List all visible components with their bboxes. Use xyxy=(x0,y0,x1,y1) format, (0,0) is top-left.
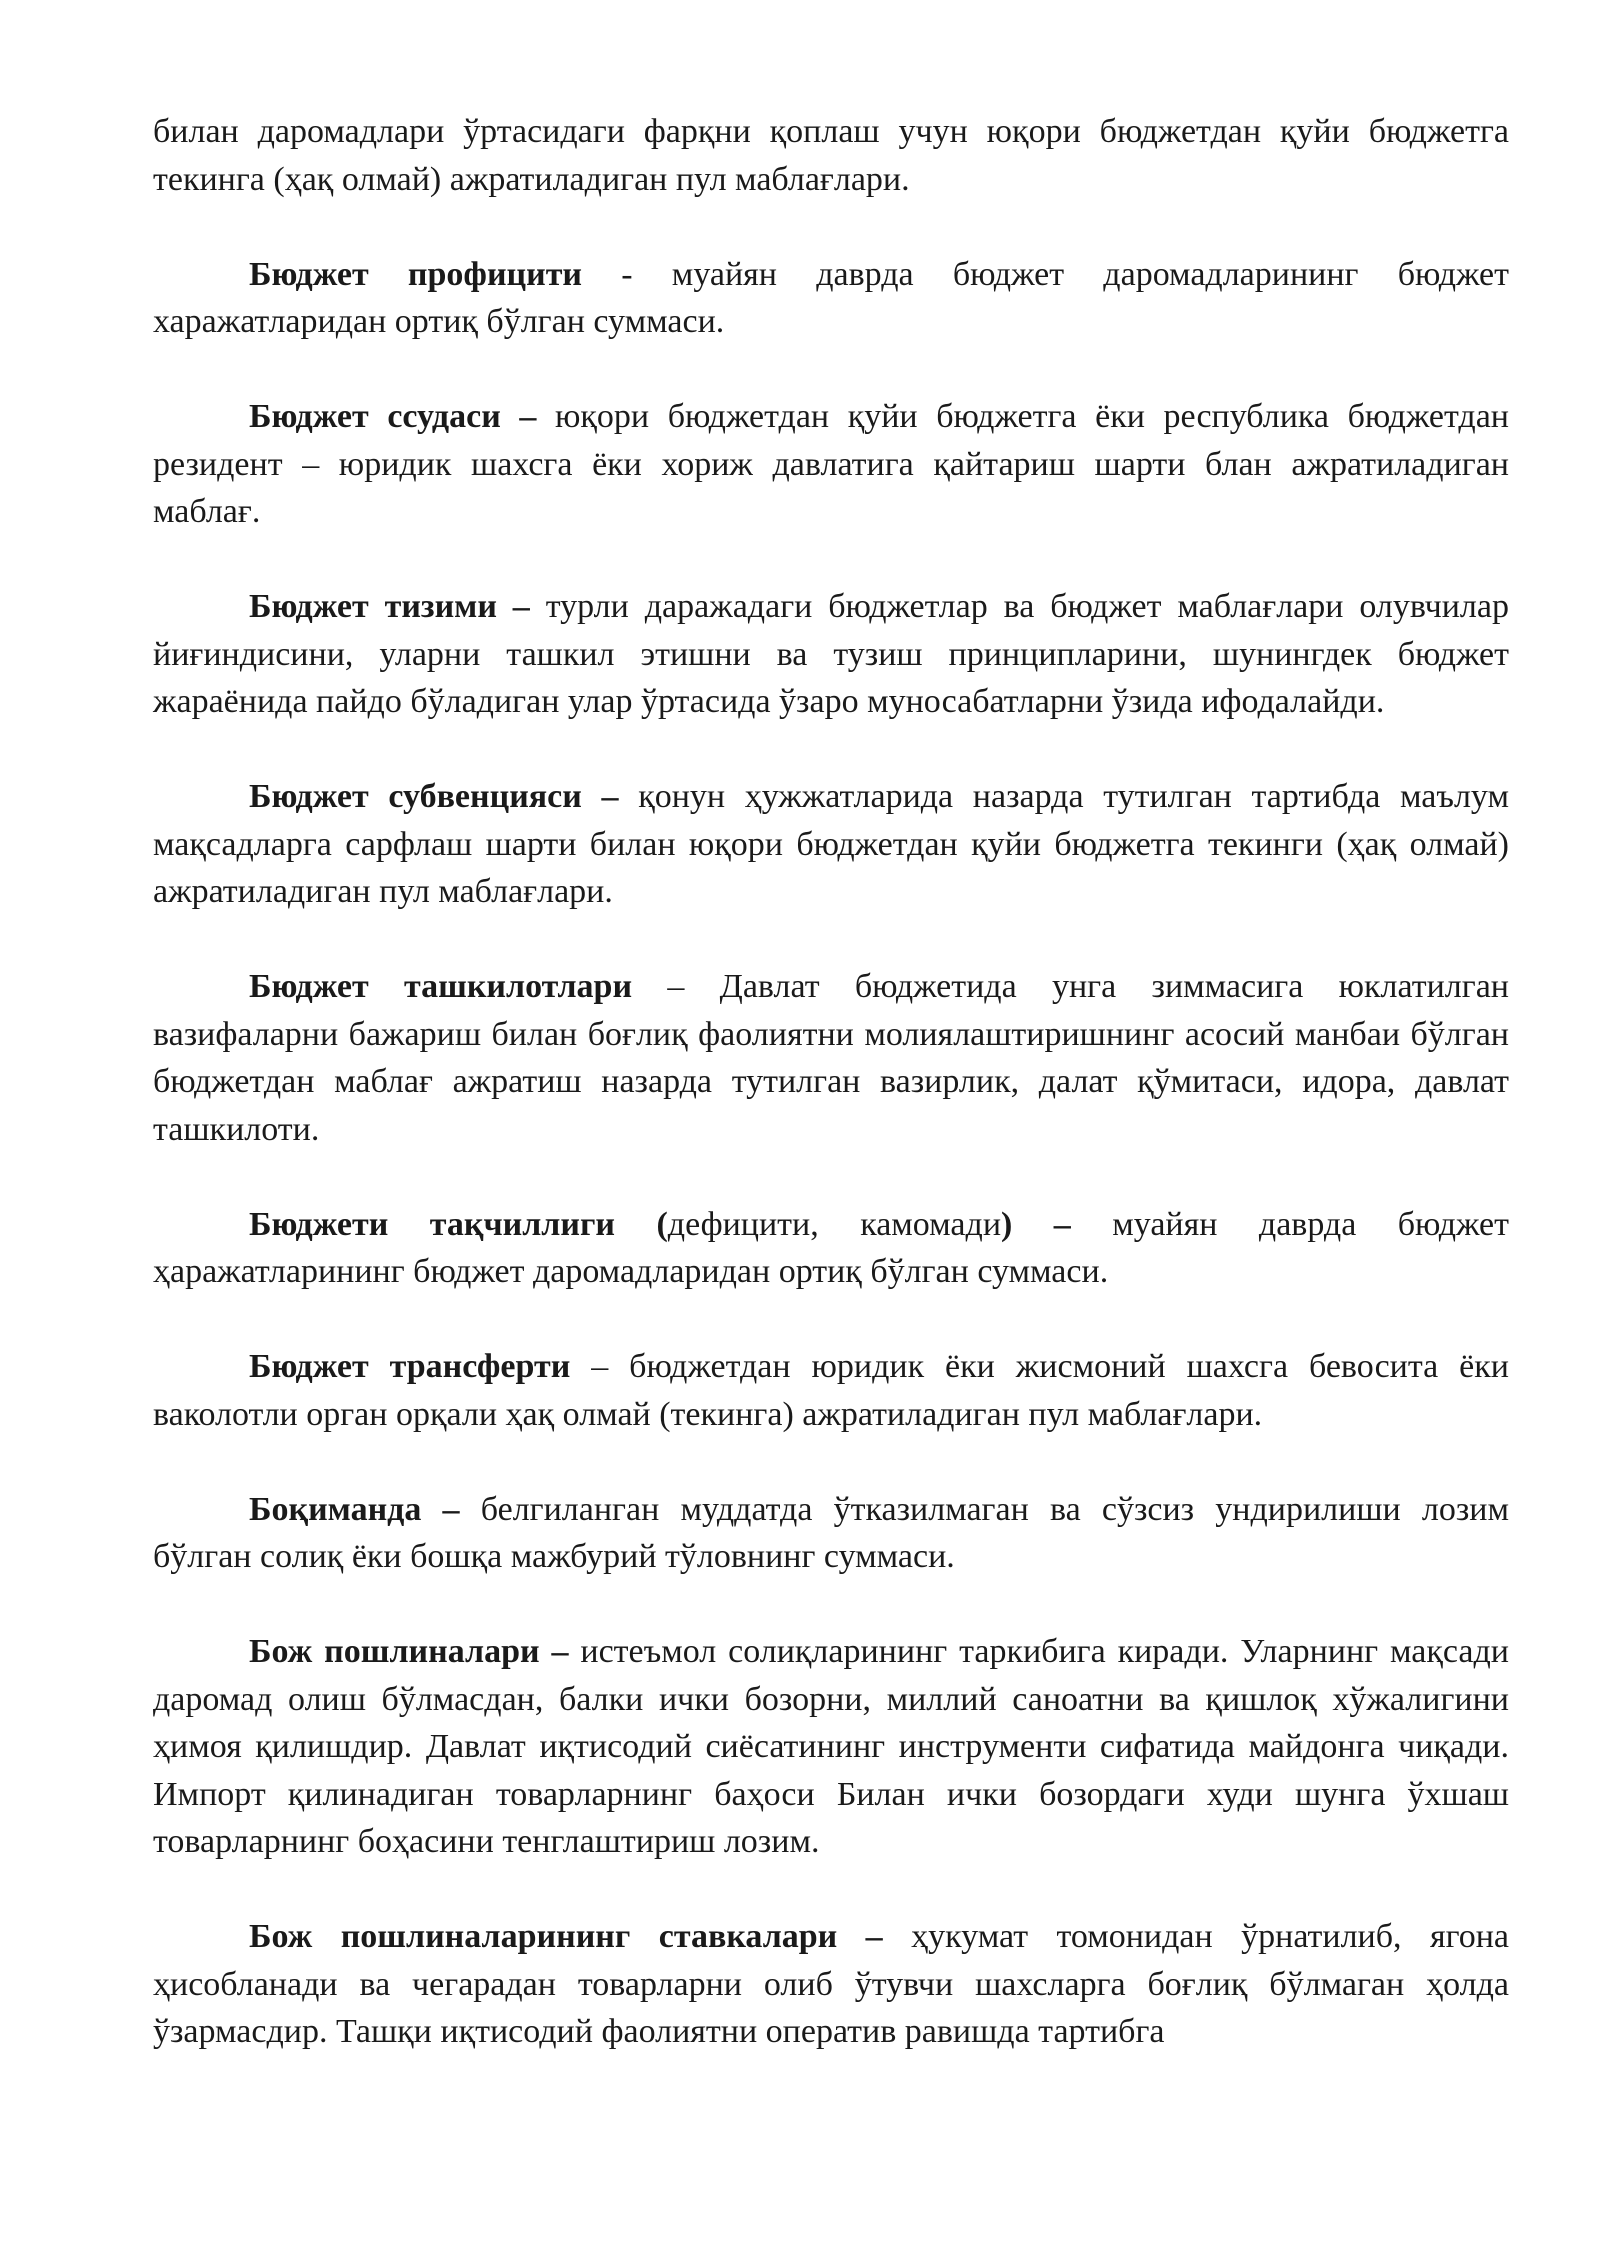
entry-definition: - муайян даврда бюджет даромадларининг бюджет харажатларидан ортиқ бўлган суммаси. xyxy=(153,255,1509,340)
glossary-entry-customs-duty-rates xyxy=(153,1913,1509,2056)
glossary-entry-customs-duties xyxy=(153,1628,1509,1866)
glossary-entry-budget-loan xyxy=(153,393,1509,536)
entry-term: Бюджет трансферти xyxy=(249,1348,571,1385)
entry-term: Бюджет субвенцияси – xyxy=(249,778,619,815)
glossary-entry-budget-subvention xyxy=(153,773,1509,916)
entry-definition: ҳукумат томонидан ўрнатилиб, ягона ҳисобланади ва чегарадан товарларни олиб ўтувчи шахсларга боғлиқ бўлмаган ҳолда ўзармасдир. Ташқи иқтисодий фаолиятни оператив равишда тартибга xyxy=(153,1918,1509,2050)
entry-term: Бюджет ташкилотлари xyxy=(249,968,633,1005)
entry-term: Бюджет ссудаси – xyxy=(249,398,537,435)
entry-definition: муайян даврда бюджет ҳаражатларининг бюджет даромадларидан ортиқ бўлган суммаси. xyxy=(153,1205,1509,1290)
entry-term-closing: ) – xyxy=(1001,1205,1071,1243)
entry-definition: қонун ҳужжатларида назарда тутилган тартибда маълум мақсадларга сарфлаш шарти билан юқори бюджетдан қуйи бюджетга текинги (ҳақ олмай) ажратиладиган пул маблағлари. xyxy=(153,778,1509,910)
glossary-entry-budget-transfer xyxy=(153,1343,1509,1438)
glossary-entry-budget-system xyxy=(153,583,1509,726)
entry-definition: белгиланган муддатда ўтказилмаган ва сўзсиз ундирилиши лозим бўлган солиқ ёки бошқа мажбурий тўловнинг суммаси. xyxy=(153,1490,1509,1575)
glossary-entry-budget-deficit xyxy=(153,1201,1509,1296)
glossary-entry-arrears xyxy=(153,1486,1509,1581)
glossary-entry-budget-surplus xyxy=(153,251,1509,346)
entry-term: Бюджет профицити xyxy=(249,255,583,293)
entry-term-synonyms: дефицити, камомади xyxy=(667,1205,1002,1243)
entry-definition: истеъмол солиқларининг таркибига киради. Уларнинг мақсади даромад олиш бўлмасдан, балки ички бозорни, миллий саноатни ва қишлоқ хўжалигини ҳимоя қилишдир. Давлат иқтисодий сиёсатининг инструменти сифатида майдонга чиқади. Импорт қилинадиган товарларнинг баҳоси Билан ички бозордаги худи шунга ўхшаш товарларнинг боҳасини тенглаштириш лозим. xyxy=(153,1633,1509,1860)
glossary-entry-budget-organizations xyxy=(153,963,1509,1153)
entry-definition: турли даражадаги бюджетлар ва бюджет маблағлари олувчилар йиғиндисини, уларни ташкил этишни ва тузиш принципларини, шунингдек бюджет жараёнида пайдо бўладиган улар ўртасида ўзаро муносабатларни ўзида ифодалайди. xyxy=(153,588,1509,720)
document-page xyxy=(153,108,1509,2103)
paragraph-text: билан даромадлари ўртасидаги фарқни қоплаш учун юқори бюджетдан қуйи бюджетга текинга (ҳақ олмай) ажратиладиган пул маблағлари. xyxy=(153,113,1509,198)
entry-definition: юқори бюджетдан қуйи бюджетга ёки республика бюджетдан резидент – юридик шахсга ёки хориж давлатига қайтариш шарти блан ажратиладиган маблағ. xyxy=(153,398,1509,530)
entry-term: Боқиманда – xyxy=(249,1490,460,1528)
entry-definition: – бюджетдан юридик ёки жисмоний шахсга бевосита ёки ваколотли орган орқали ҳақ олмай (текинга) ажратиладиган пул маблағлари. xyxy=(153,1348,1509,1433)
entry-term: Бюджет тизими – xyxy=(249,588,530,625)
entry-term: Бож пошлиналарининг ставкалари – xyxy=(249,1918,883,1955)
paragraph-continuation xyxy=(153,108,1509,203)
entry-term: Бож пошлиналари – xyxy=(249,1633,569,1670)
entry-definition: – Давлат бюджетида унга зиммасига юклатилган вазифаларни бажариш билан боғлиқ фаолиятни молиялаштиришнинг асосий манбаи бўлган бюджетдан маблағ ажратиш назарда тутилган вазирлик, далат қўмитаси, идора, давлат ташкилоти. xyxy=(153,968,1509,1148)
entry-term: Бюджети тақчиллиги ( xyxy=(249,1205,668,1243)
